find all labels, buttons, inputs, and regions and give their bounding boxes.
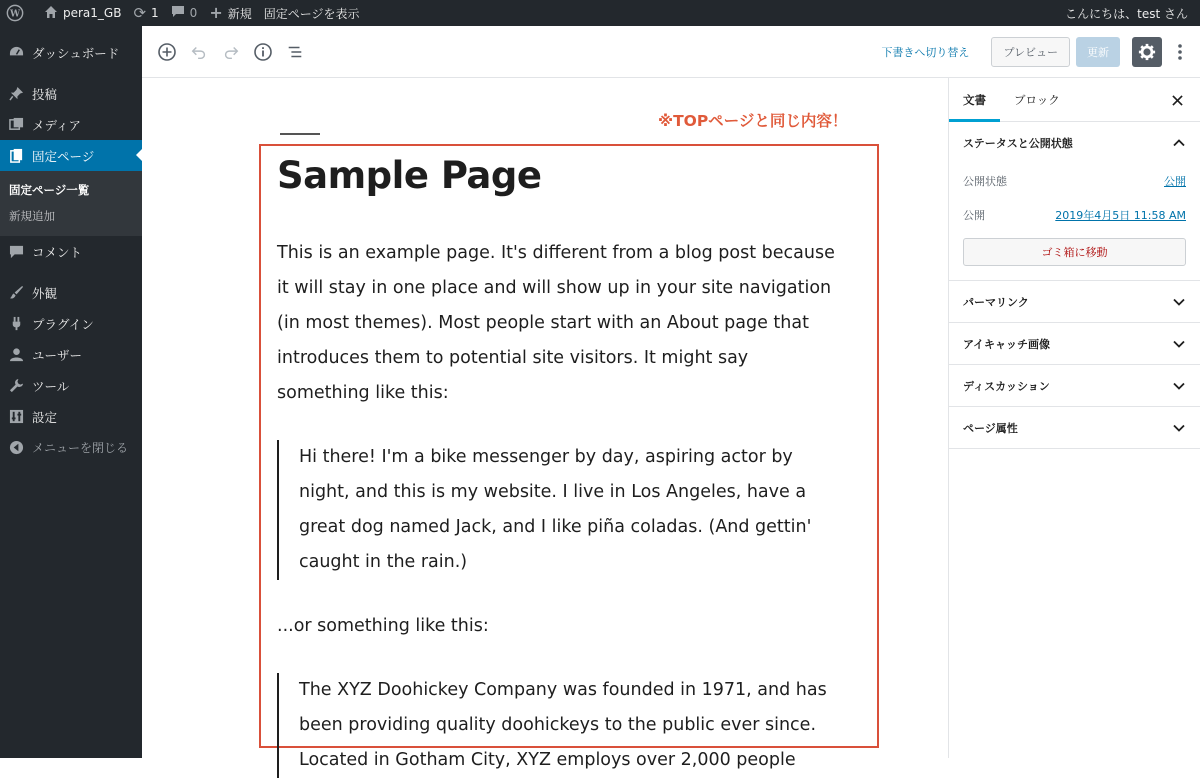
sidebar-item-label: ユーザー xyxy=(32,347,83,363)
sidebar-item-tools[interactable] xyxy=(0,370,142,401)
sidebar-item-label: 投稿 xyxy=(32,86,58,102)
vertical-ellipsis-icon xyxy=(1177,43,1183,61)
comment-bubble-icon xyxy=(171,5,185,21)
comment-icon xyxy=(8,244,24,260)
pages-icon xyxy=(8,148,24,164)
section-title: アイキャッチ画像 xyxy=(963,337,1051,351)
admin-bar xyxy=(0,0,1200,26)
undo-icon xyxy=(190,43,208,61)
settings-toggle-button[interactable] xyxy=(1132,37,1162,67)
svg-text:W: W xyxy=(9,9,21,20)
publish-date-link[interactable]: 2019年4月5日 11:58 AM xyxy=(1055,209,1186,222)
home-icon xyxy=(44,5,58,22)
tab-block[interactable]: ブロック xyxy=(1014,92,1060,107)
annotation-text: ※TOPページと同じ内容！ xyxy=(658,112,848,130)
section-title: パーマリンク xyxy=(963,295,1029,309)
visibility-link[interactable]: 公開 xyxy=(1164,175,1186,188)
close-settings-button[interactable] xyxy=(1168,91,1186,109)
info-icon xyxy=(253,42,273,62)
sidebar-item-media[interactable] xyxy=(0,109,142,140)
account-greeting[interactable] xyxy=(1059,0,1200,26)
updates-link[interactable] xyxy=(127,0,164,26)
status-visibility-toggle[interactable] xyxy=(949,122,1200,164)
new-label: 新規 xyxy=(227,6,252,21)
pin-icon xyxy=(8,86,24,102)
sidebar-item-label: 外観 xyxy=(32,285,58,301)
page-title[interactable]: Sample Page xyxy=(277,154,542,197)
dashboard-icon xyxy=(8,45,24,61)
header-actions xyxy=(881,37,1200,67)
redo-button[interactable] xyxy=(216,37,246,67)
redo-icon xyxy=(222,43,240,61)
plus-circle-icon xyxy=(157,42,177,62)
publish-label: 公開 xyxy=(963,209,985,222)
add-block-button[interactable] xyxy=(152,37,182,67)
chevron-up-icon xyxy=(1172,136,1186,150)
user-icon xyxy=(8,347,24,363)
site-name: pera1_GB xyxy=(63,6,122,20)
settings-icon xyxy=(8,409,24,425)
sidebar-item-label: 設定 xyxy=(32,409,58,425)
visibility-label: 公開状態 xyxy=(963,175,1007,188)
more-menu-button[interactable] xyxy=(1170,37,1190,67)
switch-to-draft-button[interactable]: 下書きへ切り替え xyxy=(881,45,970,59)
admin-sidebar xyxy=(0,26,142,758)
sidebar-item-label: ツール xyxy=(32,378,70,394)
undo-button[interactable] xyxy=(184,37,214,67)
comments-link[interactable] xyxy=(165,0,204,26)
section-title: ページ属性 xyxy=(963,421,1018,435)
preview-button[interactable]: プレビュー xyxy=(991,37,1070,67)
publish-date-row xyxy=(949,198,1200,232)
submenu-item-add-new[interactable]: 新規追加 xyxy=(9,209,55,223)
content-info-button[interactable] xyxy=(248,37,278,67)
sidebar-item-label: メディア xyxy=(32,117,82,133)
sidebar-item-pages[interactable] xyxy=(0,140,142,171)
sidebar-item-dashboard[interactable] xyxy=(0,37,142,68)
sidebar-item-settings[interactable] xyxy=(0,401,142,432)
sidebar-item-plugins[interactable] xyxy=(0,308,142,339)
media-icon xyxy=(8,117,24,133)
editor-canvas xyxy=(142,78,948,770)
section-title: ディスカッション xyxy=(963,379,1050,393)
settings-sidebar xyxy=(948,78,1200,758)
page-attributes-section-toggle[interactable] xyxy=(949,407,1200,449)
chevron-down-icon xyxy=(1172,295,1186,309)
site-name-link[interactable] xyxy=(38,0,127,26)
sidebar-item-posts[interactable] xyxy=(0,78,142,109)
view-page-link[interactable] xyxy=(258,0,366,26)
sidebar-item-comments[interactable] xyxy=(0,236,142,267)
visibility-row xyxy=(949,164,1200,198)
chevron-down-icon xyxy=(1172,337,1186,351)
sidebar-item-appearance[interactable] xyxy=(0,277,142,308)
sidebar-item-label: ダッシュボード xyxy=(32,45,120,61)
collapse-menu-button[interactable] xyxy=(0,432,142,463)
greeting-text: こんにちは、test さん xyxy=(1065,6,1188,21)
gear-icon xyxy=(1138,43,1156,61)
plugin-icon xyxy=(8,316,24,332)
comments-count: 0 xyxy=(189,6,198,20)
sidebar-item-users[interactable] xyxy=(0,339,142,370)
section-title: ステータスと公開状態 xyxy=(963,137,1073,150)
update-button[interactable]: 更新 xyxy=(1076,37,1120,67)
editor-header-toolbar xyxy=(142,26,1200,78)
paragraph-block[interactable]: ...or something like this: xyxy=(277,616,489,636)
sidebar-item-label: 固定ページ xyxy=(32,148,95,164)
permalink-section-toggle[interactable] xyxy=(949,281,1200,323)
wordpress-logo[interactable] xyxy=(0,0,30,26)
brush-icon xyxy=(8,285,24,301)
settings-tabs xyxy=(949,78,1200,122)
discussion-section-toggle[interactable] xyxy=(949,365,1200,407)
sidebar-item-label: プラグイン xyxy=(32,316,94,332)
pages-submenu xyxy=(0,171,142,236)
sidebar-item-label: コメント xyxy=(32,244,83,260)
list-view-icon xyxy=(286,43,304,61)
close-icon xyxy=(1172,95,1183,106)
title-separator xyxy=(280,133,320,135)
wordpress-icon xyxy=(6,4,24,22)
chevron-down-icon xyxy=(1172,421,1186,435)
featured-image-section-toggle[interactable] xyxy=(949,323,1200,365)
new-content-link[interactable] xyxy=(203,0,257,26)
collapse-arrow-icon xyxy=(8,440,24,456)
wrench-icon xyxy=(8,378,24,394)
quote-block[interactable]: Hi there! I'm a bike messenger by day, aspiring actor by night, and this is my website. I live in Los Angeles, have a great dog named Jack, and I like piña coladas. (And gettin' caught in the rain.) xyxy=(277,440,837,580)
move-to-trash-button[interactable]: ゴミ箱に移動 xyxy=(963,238,1186,266)
updates-count: 1 xyxy=(151,6,159,20)
view-page-label: 固定ページを表示 xyxy=(263,6,360,21)
chevron-down-icon xyxy=(1172,379,1186,393)
paragraph-block[interactable]: This is an example page. It's different from a blog post because it will stay in one place and will show up in your site navigation (in most themes). Most people start with an About page that introduces them to potential site visitors. It might say something like this: xyxy=(277,243,835,403)
block-navigation-button[interactable] xyxy=(280,37,310,67)
status-visibility-section xyxy=(949,122,1200,281)
tab-document[interactable]: 文書 xyxy=(949,78,1000,122)
quote-block[interactable]: The XYZ Doohickey Company was founded in 1971, and has been providing quality doohickeys to the public ever since. Located in Gotham City, XYZ employs over 2,000 people xyxy=(277,673,837,778)
plus-icon: + xyxy=(209,3,223,22)
refresh-icon: ⟳ xyxy=(133,3,147,22)
collapse-menu-label: メニューを閉じる xyxy=(32,441,129,455)
submenu-item-all-pages[interactable]: 固定ページ一覧 xyxy=(9,183,90,197)
